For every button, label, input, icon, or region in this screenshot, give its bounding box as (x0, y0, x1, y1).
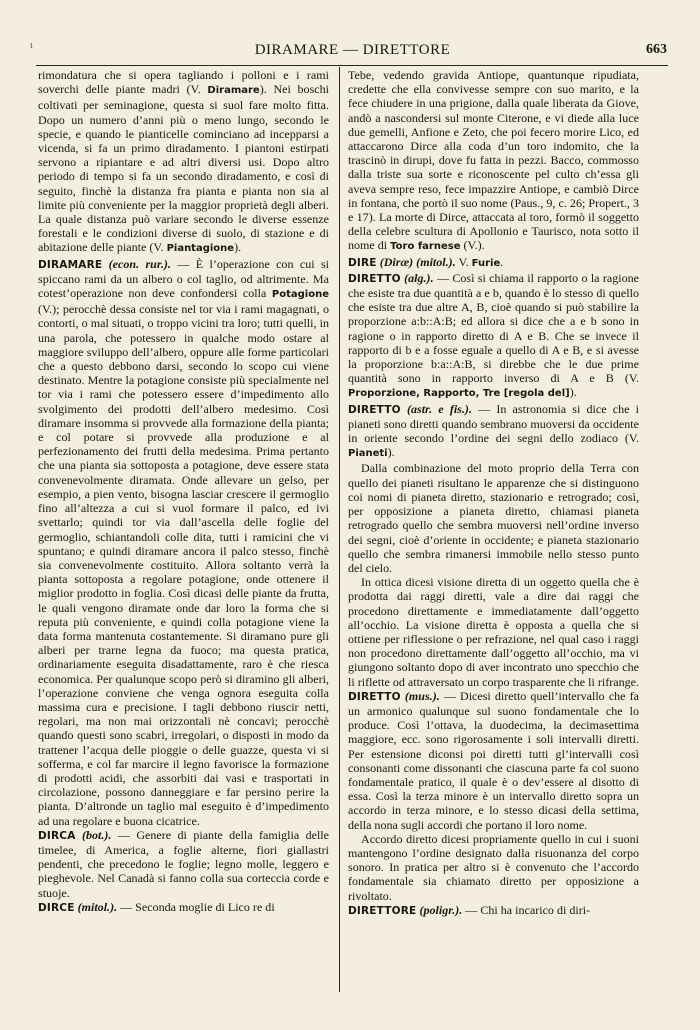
dictionary-entry (348, 271, 639, 402)
entry-domain-tag: (Diræ) (379, 254, 414, 269)
right-column (348, 68, 639, 918)
entry-domain-tag: (alg.). (404, 270, 434, 285)
entry-text: V. (455, 254, 472, 269)
entry-domain-tag: (econ. rur.). (108, 256, 171, 271)
entry-headword: DIRETTO (348, 403, 401, 416)
entry-headword: DIRAMARE (38, 258, 103, 271)
cross-reference: Furie (471, 257, 501, 269)
entry-text: Dalla combinazione del moto proprio della Terra con quello dei pianeti risultano le apparenze che si distinguono coi nomi di pianeta diretto, stazionario e retrogrado; così, per opposizione a pianeta diretto, chiamasi pianeta retrogrado quello che sembra muoversi nell’ordine inverso dei segni, cioè d’oriente in occidente; e pianeta stazionario quello che sembra rimanersi immobile nello stesso punto del cielo. (348, 461, 639, 575)
dictionary-entry (348, 689, 639, 832)
dictionary-entry (348, 402, 639, 462)
entry-paragraph (348, 68, 639, 255)
entry-headword: DIRETTORE (348, 904, 417, 917)
entry-text: In ottica dicesi visione diretta di un oggetto quella che è prodotta dai raggi diretti, vale a dire dai raggi che procedono direttamente e immediatamente dall’oggetto all’occhio. La visione diretta è opposta a quella che si ottiene per riflessione o per refrazione, nel qual caso i raggi non procedono direttamente dall’oggetto all’occhio, ma vi giungono soltanto dopo di aver incontrato uno specchio che li riflette od attraversato un corpo trasparente che li rifrange. (348, 575, 640, 689)
entry-text: — È l’operazione con cui si spiccano rami da un albero o col taglio, od altrimente. Ma cotest’operazione non deve confondersi colla (38, 256, 330, 301)
cross-reference: Piantagione (166, 243, 235, 255)
dictionary-entry (38, 900, 329, 915)
entry-domain-tag: (bot.). (81, 827, 112, 842)
entry-text: (V.). (460, 238, 485, 253)
page-number: 663 (646, 42, 667, 57)
entry-text: ). Nei boschi coltivati per seminagione, questa si suol fare molto fitta. Dopo un numero d’anni più o meno lungo, secondo le specie, e quando le pianticelle cominciano ad incepparsi a vicenda, si fa un primo diradamento. I piantoni estirpati servono a ripiantare e ad altri diversi usi. Dopo altro periodo di tempo si fa un secondo diradamento, e così di seguito, finchè la distanza fra pianta e pianta non sia al limite più conveniente per la maggior proprietà degli alberi. La quale distanza può variare secondo le diverse essenze forestali e le condizioni diverse di suolo, di stazione e di abitazione delle piante (V. (38, 82, 329, 255)
entry-text: ). (387, 445, 395, 460)
entry-headword: DIRETTO (348, 690, 401, 703)
entry-paragraph (38, 68, 329, 257)
entry-text: — Dicesi diretto quell’intervallo che fa un armonico qualunque sul suono fondamentale che lo produce. Così l’ottava, la duodecima, la decimasettima maggiore, ecc. sono rigorosamente i soli intervalli diretti. Per estensione diconsi poi diretti tutti gl’intervalli così consonanti come dissonanti che ciascuna parte fa col suono fondamentale pratico, il quale è o dev’essere al disotto di essa. Così la terza minore è un intervallo diretto sopra un accordo in terza minore, e lo stesso dicasi della settima, della nona sugli accordi che portano il loro nome. (348, 688, 640, 832)
entry-text: — Chi ha incarico di diri- (462, 902, 591, 917)
running-title: DIRAMARE — DIRETTORE (254, 42, 451, 58)
left-column (38, 68, 329, 915)
cross-reference: Toro farnese (390, 241, 461, 253)
entry-domain-tag: (astr. e fis.). (406, 401, 472, 416)
entry-paragraph (348, 575, 639, 689)
entry-text: — Seconda moglie di Lico re di (117, 899, 275, 914)
entry-text: — In astronomia si dice che i pianeti sono diretti quando sembrano muoversi da occidente in oriente secondo l’ordine dei segni dello zodiaco (V. (348, 401, 640, 446)
entry-text: Accordo diretto dicesi propriamente quello in cui i suoni mantengono l’ordine designato dalla risuonanza del corpo sonoro. In pratica per altro si è convenuto che l’accordo fondamentale sia chiamato diretto per opposizione a rivoltato. (348, 831, 639, 903)
dictionary-entry (348, 903, 639, 918)
entry-headword: DIRE (348, 256, 377, 269)
entry-domain-tag: (mitol.). (413, 254, 456, 269)
cross-reference: Potagione (271, 289, 329, 301)
cross-reference: Proporzione, Rapporto, Tre [regola del] (348, 388, 570, 400)
entry-headword: DIRCA (38, 829, 76, 842)
dictionary-entry (38, 828, 329, 900)
header-rule (36, 65, 668, 66)
entry-text: ). (234, 240, 242, 255)
dictionary-entry (348, 255, 639, 271)
entry-headword: DIRCE (38, 901, 75, 914)
entry-paragraph (348, 461, 639, 575)
column-divider (339, 67, 340, 992)
entry-text: ). (569, 385, 577, 400)
entry-text: rimondatura che si opera tagliando i polloni e i rami soverchi delle piante madri (V. (38, 68, 329, 97)
entry-text: . (500, 254, 504, 269)
dictionary-entry (38, 257, 329, 828)
entry-headword: DIRETTO (348, 272, 401, 285)
entry-domain-tag: (poligr.). (419, 902, 463, 917)
entry-text: Tebe, vedendo gravida Antiope, quantunque ripudiata, credette che ella convivesse sempre con suo marito, e la fece chiudere in una prigione, dalla quale liberata da Giove, andò a nascondersi sul monte Citerone, e vi diede alla luce due gemelli, Anfione e Zeto, che poi fecero morire Lico, ed attaccarono Dirce alla coda d’un toro indomito, che la trascinò in dirupi, dove fu fatta in pezzi. Bacco, commosso dalla triste sua sorte e riconoscente pel culto ch’essa gli aveva sempre reso, fece impazzire Antiope, e cambiò Dirce in fontana, che portò il suo nome (Paus., 9, c. 26; Propert., 3 e 17). La morte di Dirce, attaccata al toro, formò il soggetto della celebre scultura di Apollonio e Taurisco, nota sotto il nome di (348, 68, 639, 253)
cross-reference: Diramare (207, 85, 260, 97)
entry-paragraph (348, 832, 639, 903)
page-header (36, 42, 669, 62)
entry-text: (V.); perocchè dessa consiste nel tor via i rami magagnati, o contorti, o mal situati, o troppo vicini tra loro; tutti quelli, in una parola, che potessero in qualche modo ostare al maggiore sviluppo dell’albero, oppure alle forme particolari che a questo debbono darsi, secondo lo scopo cui viene destinato. Mentre la potagione consiste più specialmente nel tor via i rami che potessero essere d’impedimento allo svolgimento dei prodotti dell’albero medesimo. Così diramare insomma si provvede alla formazione della pianta; e col potare si provvede alla produzione e al perfezionamento dei frutti della medesima. Prima pertanto che una pianta sia sottoposta a potagione, deve essere stata convenevolmente diramata. Onde allevare un gelso, per esempio, a pien vento, bisogna lasciar crescere il germoglio fino all’altezza a cui si vuol formare il palco, ed ivi svettarlo; quindi tor via dall’ascella delle foglie del germoglio, schiantandoli colle dita, tutti i ramicini che vi spuntano; e quindi diramare ancora il palco stesso, finchè sia convenevolmente costituito. Allora soltanto verrà la pianta sottoposta a regolare potagione, onde ottenere il miglior prodotto in foglia. Così dicasi delle piante da frutta, le quali vengono diramate onde dar loro la forma che si reputa più conveniente, e quindi colla potagione viene la data forma mantenuta costantemente. Si diramano pure gli alberi per trarne legna da fuoco; ma questa pratica, ordinariamente eseguita disadattamente, raro è che riesca economica. Per qualunque scopo però si diramino gli alberi, l’operazione conviene che venga ognora eseguita colla massima cura e precisione. I tagli debbono riuscir netti, regolari, ma non mai orizzontali nè concavi; perocchè quando questi sono scabri, irregolari, o disposti in modo da trattener l’acqua delle pioggie o delle guazze, questa vi si sofferma, e col far marcire il legno favorisce la formazione di prodotti acidi, che assorbiti dai vasi e trasportati in circolazione, possono danneggiare e far persino perire la pianta. D’altronde un taglio mal eseguito è d’impedimento ad una regolare e buona cicatrice. (38, 302, 329, 828)
entry-text: — Così si chiama il rapporto o la ragione che esiste tra due quantità a e b, quando è lo stesso di quello che esiste tra due altre A, B, cioè quando si può stabilire la proporzione a:b::A:B; ed allora si dice che a e b sono in ragione o in rapporto diretto di A e B. Che se invece il rapporto di b e a fosse eguale a quello di A e B, e si avesse la proporzione b:a::A:B, si direbbe che le due prime quantità sono in rapporto inverso di A e B (V. (348, 270, 639, 386)
margin-mark: ι (30, 40, 33, 51)
entry-domain-tag: (mus.). (404, 688, 440, 703)
entry-text: — Genere di piante della famiglia delle timelee, di America, a foglie alterne, fiori giallastri pendenti, che precedono le foglie; legno molle, leggero e pieghevole. Nel Canadà si fanno colla sua corteccia corde e stuoje. (38, 827, 329, 900)
entry-domain-tag: (mitol.). (77, 899, 118, 914)
cross-reference: Pianeti (348, 448, 388, 460)
